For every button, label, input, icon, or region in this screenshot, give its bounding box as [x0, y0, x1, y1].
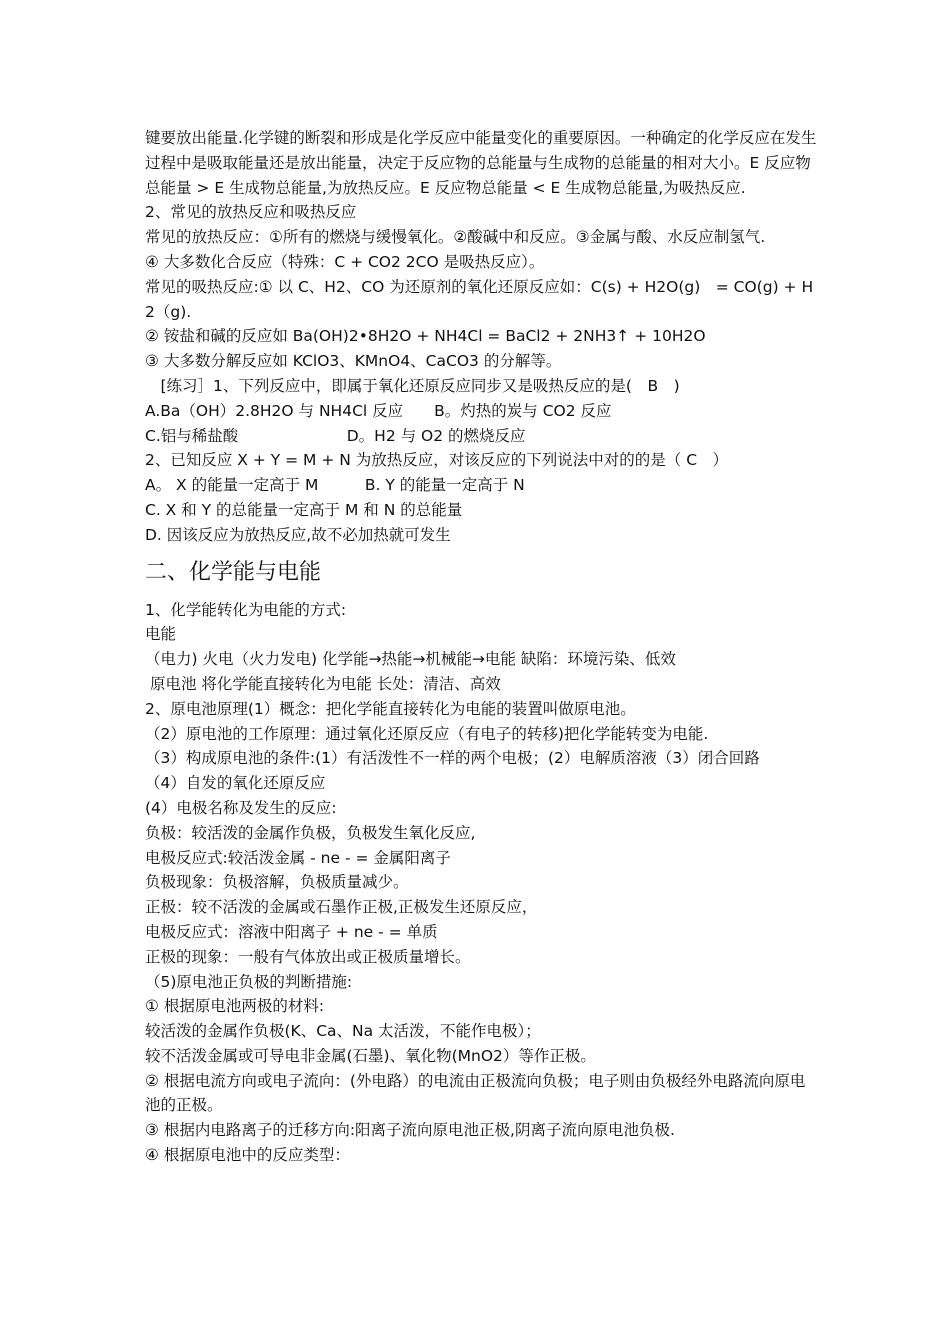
endothermic-reactions: 常见的吸热反应:① 以 C、H2、CO 为还原剂的氧化还原反应如：C(s) + H2O(g) = CO(g) + H2（g).: [145, 277, 814, 321]
line-b6: （3）构成原电池的条件:(1）有活泼性不一样的两个电极；(2）电解质溶液（3）闭合回路: [145, 749, 760, 768]
line-b18: 较不活泼金属或可导电非金属(石墨)、氧化物(MnO2）等作正极。: [145, 1046, 596, 1065]
line-b2: （电力) 火电（火力发电) 化学能→热能→机械能→电能 缺陷：环境污染、低效: [145, 650, 676, 669]
line-b0: 1、化学能转化为电能的方式:: [145, 600, 347, 619]
line-b11: 负极现象：负极溶解，负极质量减少。: [145, 873, 409, 892]
section-heading: 二、化学能与电能: [145, 559, 322, 585]
exercise-1-question: [练习］1、下列反应中，即属于氧化还原反应同步又是吸热反应的是( B ): [145, 376, 680, 395]
line-b3: 原电池 将化学能直接转化为电能 长处：清洁、高效: [145, 674, 501, 693]
exercise-1-options-ab: A.Ba（OH）2.8H2O 与 NH4Cl 反应 B。灼热的炭与 CO2 反应: [145, 401, 612, 420]
paragraph-intro: 键要放出能量.化学键的断裂和形成是化学反应中能量变化的重要原因。一种确定的化学反应在发生过程中是吸取能量还是放出能量，决定于反应物的总能量与生成物的总能量的相对大小。E 反应物总能量 > E 生成物总能量,为放热反应。E 反应物总能量 < E 生成物总能量,为吸热反应.: [145, 129, 817, 197]
exothermic-reactions: 常见的放热反应：①所有的燃烧与缓慢氧化。②酸碱中和反应。③金属与酸、水反应制氢气.: [145, 228, 766, 247]
exothermic-item-4: ④ 大多数化合反应（特殊：C + CO2 2CO 是吸热反应）。: [145, 252, 545, 271]
line-b17: 较活泼的金属作负极(K、Ca、Na 太活泼，不能作电极）；: [145, 1022, 541, 1041]
exercise-2-question: 2、已知反应 X + Y = M + N 为放热反应，对该反应的下列说法中对的的是（ C ）: [145, 451, 729, 470]
line-b15: （5)原电池正负极的判断措施:: [145, 972, 353, 991]
line-b20: ③ 根据内电路离子的迁移方向:阳离子流向原电池正极,阴离子流向原电池负极.: [145, 1121, 675, 1140]
endothermic-item-3: ③ 大多数分解反应如 KClO3、KMnO4、CaCO3 的分解等。: [145, 352, 562, 371]
line-b16: ① 根据原电池两极的材料:: [145, 997, 325, 1016]
exercise-1-options-cd: C.铝与稀盐酸 D。H2 与 O2 的燃烧反应: [145, 426, 526, 445]
line-b4: 2、原电池原理(1）概念：把化学能直接转化为电能的装置叫做原电池。: [145, 699, 636, 718]
line-b7: （4）自发的氧化还原反应: [145, 774, 326, 793]
exercise-2-option-c: C. X 和 Y 的总能量一定高于 M 和 N 的总能量: [145, 500, 463, 519]
line-b8: (4）电极名称及发生的反应:: [145, 798, 337, 817]
section-item-2: 2、常见的放热反应和吸热反应: [145, 203, 357, 222]
line-b5: （2）原电池的工作原理：通过氧化还原反应（有电子的转移)把化学能转变为电能.: [145, 724, 709, 743]
line-b13: 电极反应式：溶液中阳离子 + ne - = 单质: [145, 922, 438, 941]
line-b10: 电极反应式:较活泼金属 - ne - = 金属阳离子: [145, 848, 451, 867]
exercise-2-option-d: D. 因该反应为放热反应,故不必加热就可发生: [145, 525, 451, 544]
exercise-2-options-ab: A。 X 的能量一定高于 M B. Y 的能量一定高于 N: [145, 476, 525, 495]
line-b19: ② 根据电流方向或电子流向：(外电路）的电流由正极流向负极；电子则由负极经外电路流向原电池的正极。: [145, 1071, 806, 1115]
line-b14: 正极的现象：一般有气体放出或正极质量增长。: [145, 947, 471, 966]
document-page: [145, 126, 817, 1168]
line-b12: 正极：较不活泼的金属或石墨作正极,正极发生还原反应，: [145, 898, 538, 917]
line-b9: 负极：较活泼的金属作负极，负极发生氧化反应,: [145, 823, 476, 842]
endothermic-item-2: ② 铵盐和碱的反应如 Ba(OH)2•8H2O + NH4Cl = BaCl2 + 2NH3↑ + 10H2O: [145, 327, 706, 346]
line-b1: 电能: [145, 625, 177, 644]
line-b21: ④ 根据原电池中的反应类型：: [145, 1146, 350, 1165]
